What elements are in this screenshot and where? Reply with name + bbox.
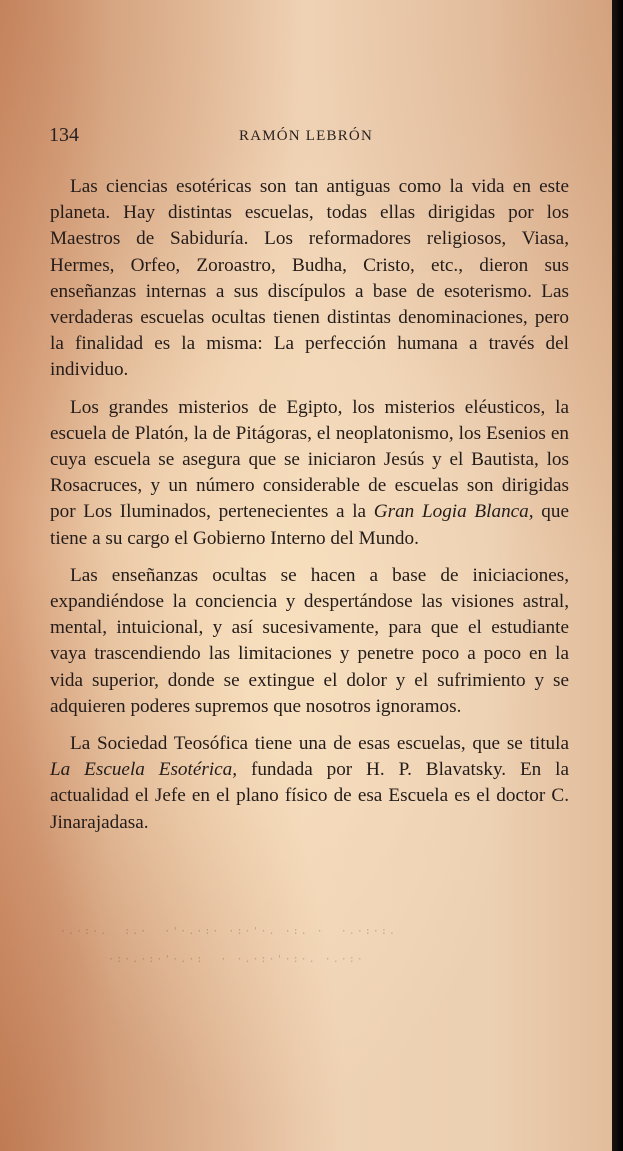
text-run: que tiene a su cargo el Gobierno Interno del Mundo. [50, 501, 569, 549]
paragraph [50, 731, 569, 836]
text-run: Las enseñanzas ocultas se hacen a base de iniciaciones, expandiéndose la conciencia y despertándose las visiones astral, mental, intuicional, y así sucesivamente, para que el estudiante vaya trascendiendo las limitaciones y penetre poco a poco en la vida superior, donde se extingue el dolor y el sufrimiento y se adquieren poderes supremos que nosotros ignoramos. [50, 564, 569, 717]
italic-title: La Escuela Esotérica, [50, 759, 238, 781]
italic-title: Gran Logia Blanca, [373, 501, 534, 523]
paragraph [50, 563, 569, 720]
text-run: Las ciencias esotéricas son tan antiguas como la vida en este planeta. Hay distintas escuelas, todas ellas dirigidas por los Maestros de Sabiduría. Los reformadores religiosos, Viasa, Hermes, Orfeo, Zoroastro, Budha, Cristo, etc., dieron sus enseñanzas internas a sus discípulos a base de esoterismo. Las verdaderas escuelas ocultas tienen distintas denominaciones, pero la finalidad es la misma: La perfección humana a través del individuo. [50, 176, 569, 381]
page-header [49, 124, 569, 150]
running-head: RAMÓN LEBRÓN [239, 128, 373, 144]
page-number: 134 [49, 124, 79, 146]
paragraph [50, 174, 569, 384]
faint-bleedthrough-marks: ·.·:·. :.· ·'·.·:· ·:·'·. ·:. · ·.·:·:. ·:·.·:·'·.·: · ·.·:·'·:·. ·.·:· [60, 926, 397, 965]
paragraph [50, 395, 569, 552]
text-run: La Sociedad Teosófica tiene una de esas escuelas, que se titula [70, 733, 569, 755]
text-run: Los grandes misterios de Egipto, los misterios eléusticos, la escuela de Platón, la de Pitágoras, el neoplatonismo, los Esenios en cuya escuela se asegura que se iniciaron Jesús y el Bautista, los Rosacruces, y un número considerable de escuelas son dirigidas por Los Iluminados, pertenecientes a la [50, 396, 569, 523]
text-run: fundada por H. P. Blavatsky. En la actualidad el Jefe en el plano físico de esa Escuela es el doctor C. Jinarajadasa. [50, 759, 569, 833]
body-text [50, 174, 569, 847]
scan-edge [612, 0, 623, 1151]
